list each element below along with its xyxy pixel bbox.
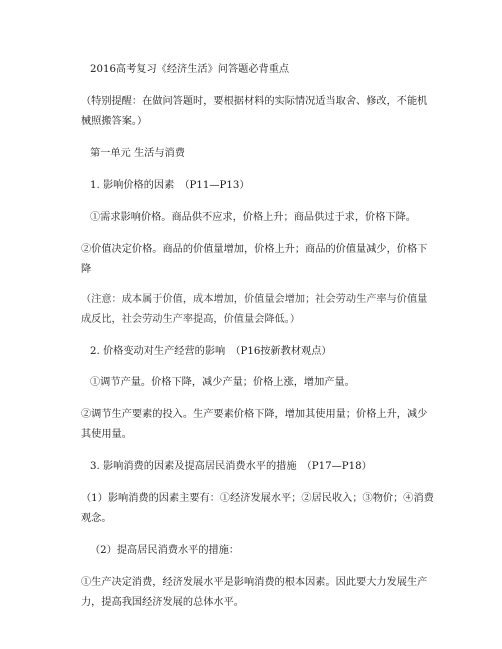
section-1-point-2: ②价值决定价格。商品的价值量增加，价格上升；商品的价值量减少，价格下降 [81, 244, 428, 275]
section-3-sub-1: （1）影响消费的因素主要有：①经济发展水平；②居民收入；③物价；④消费观念。 [81, 493, 434, 524]
unit-heading: 第一单元 生活与消费 [90, 148, 185, 159]
section-2-heading: 2. 价格变动对生产经营的影响 （P16按新教材观点） [90, 346, 332, 357]
section-1-note: （注意：成本属于价值，成本增加，价值量会增加；社会劳动生产率与价值量成反比，社会劳动生产率提高，价值量会降低。） [81, 294, 428, 325]
special-reminder: （特别提醒：在做问答题时，要根据材料的实际情况适当取舍、修改，不能机械照搬答案。） [81, 96, 428, 127]
document-title: 2016高考复习《经济生活》问答题必背重点 [90, 64, 290, 75]
section-2-point-2: ②调节生产要素的投入。生产要素价格下降，增加其使用量；价格上升，减少其使用量。 [81, 409, 428, 440]
section-3-heading: 3. 影响消费的因素及提高居民消费水平的措施 （P17—P18） [90, 461, 372, 472]
section-1-point-1: ①需求影响价格。商品供不应求，价格上升；商品供过于求，价格下降。 [90, 212, 416, 223]
section-3-sub-2: （2）提高居民消费水平的措施： [90, 545, 240, 556]
section-2-point-1: ①调节产量。价格下降，减少产量；价格上涨，增加产量。 [90, 377, 355, 388]
section-3-point-1: ①生产决定消费，经济发展水平是影响消费的根本因素。因此要大力发展生产力，提高我国经济发展的总体水平。 [81, 577, 428, 608]
section-1-heading: 1. 影响价格的因素 （P11—P13） [90, 180, 250, 191]
